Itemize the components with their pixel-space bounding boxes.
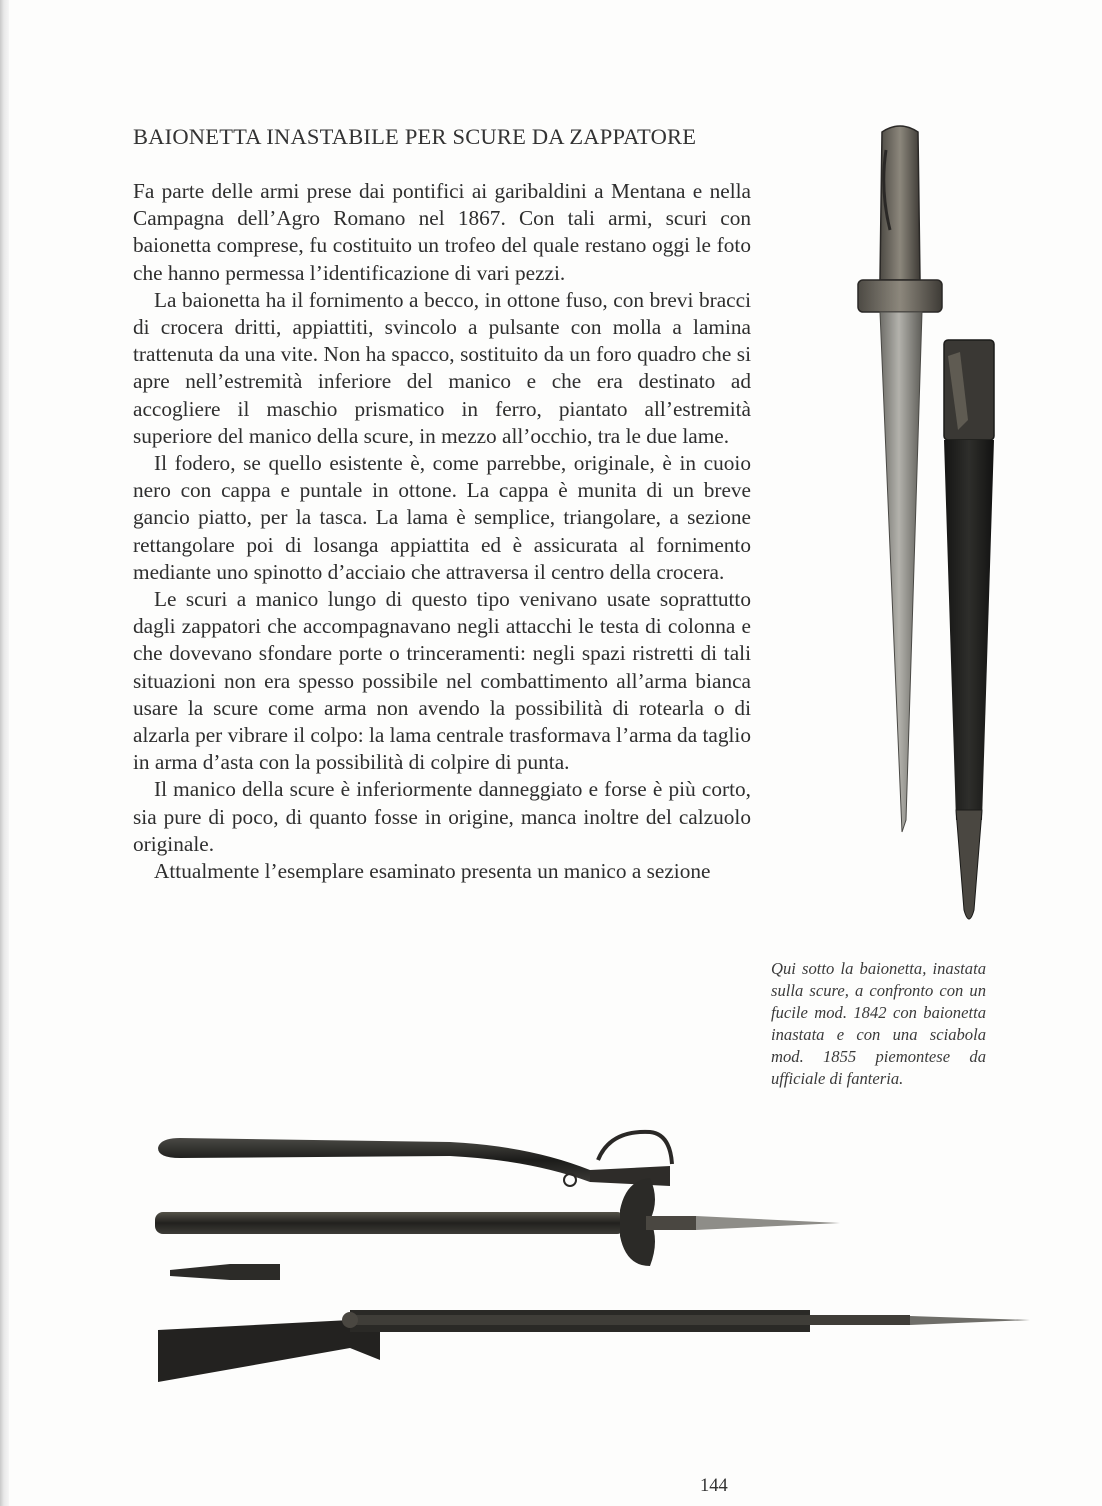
paragraph: Attualmente l’esemplare esaminato presenta un manico a sezione xyxy=(154,859,711,884)
paragraph: Le scuri a manico lungo di questo tipo venivano usate soprattutto dagli zappatori che accompagnavano negli attacchi le testa di colonna e che dovevano sfondare porte o trinceramenti: negli spazi ristretti di tali situazioni non era spesso possibile nel combattimento all’arma bianca usare la scure come arma non avendo la possibilità di rotearla o di alzarla per vibrare il colpo: la lama centrale trasformava l’arma da taglio in arma d’asta con la possibilità di colpire di punta. xyxy=(133,587,751,775)
page-number: 144 xyxy=(700,1476,728,1496)
weapons-comparison-photo xyxy=(150,1120,1040,1400)
section-title: BAIONETTA INASTABILE PER SCURE DA ZAPPATORE xyxy=(133,124,697,149)
bayonet-scabbard-small xyxy=(170,1264,280,1280)
body-text xyxy=(133,178,751,885)
figure-caption: Qui sotto la baionetta, inastata sulla scure, a confronto con un fucile mod. 1842 con baionetta inastata e con una sciabola mod. 1855 piemontese da ufficiale di fanteria. xyxy=(771,959,986,1088)
sabre-mod-1855 xyxy=(158,1132,672,1186)
paragraph: Fa parte delle armi prese dai pontifici ai garibaldini a Mentana e nella Campagna dell’Agro Romano nel 1867. Con tali armi, scuri con baionetta comprese, fu costituito un trofeo del quale restano oggi le foto che hanno permessa l’identificazione di vari pezzi. xyxy=(133,179,751,285)
bayonet-scabbard-photo xyxy=(840,120,1010,940)
paragraph: La baionetta ha il fornimento a becco, in ottone fuso, con brevi bracci di crocera dritti, appiattiti, svincolo a pulsante con molla a lamina trattenuta da una vite. Non ha spacco, sostituito da un foro quadro che si apre nell’estremità inferiore del manico e che era destinato ad accogliere il maschio prismatico in ferro, piantato all’estremità superiore del manico della scure, in mezzo all’occhio, tra le due lame. xyxy=(133,287,751,448)
scabbard-chape xyxy=(956,810,982,919)
crossguard xyxy=(858,280,942,312)
musket-mod-1842 xyxy=(158,1310,1030,1382)
paragraph: Il fodero, se quello esistente è, come parrebbe, originale, è in cuoio nero con cappa e puntale in ottone. La cappa è munita di un breve gancio piatto, per la tasca. La lama è semplice, triangolare, a sezione rettangolare poi di losanga appiattita ed è assicurata al fornimento mediante uno spinotto d’acciaio che attraversa il centro della crocera. xyxy=(133,451,751,584)
bayonet-blade xyxy=(880,312,922,832)
paragraph: Il manico della scure è inferiormente danneggiato e forse è più corto, sia pure di poco, di quanto fosse in origine, manca inoltre del calzuolo originale. xyxy=(133,777,751,856)
book-spine-shadow xyxy=(0,0,9,1506)
scabbard-body xyxy=(944,440,994,820)
sapper-axe-with-bayonet xyxy=(155,1178,840,1266)
